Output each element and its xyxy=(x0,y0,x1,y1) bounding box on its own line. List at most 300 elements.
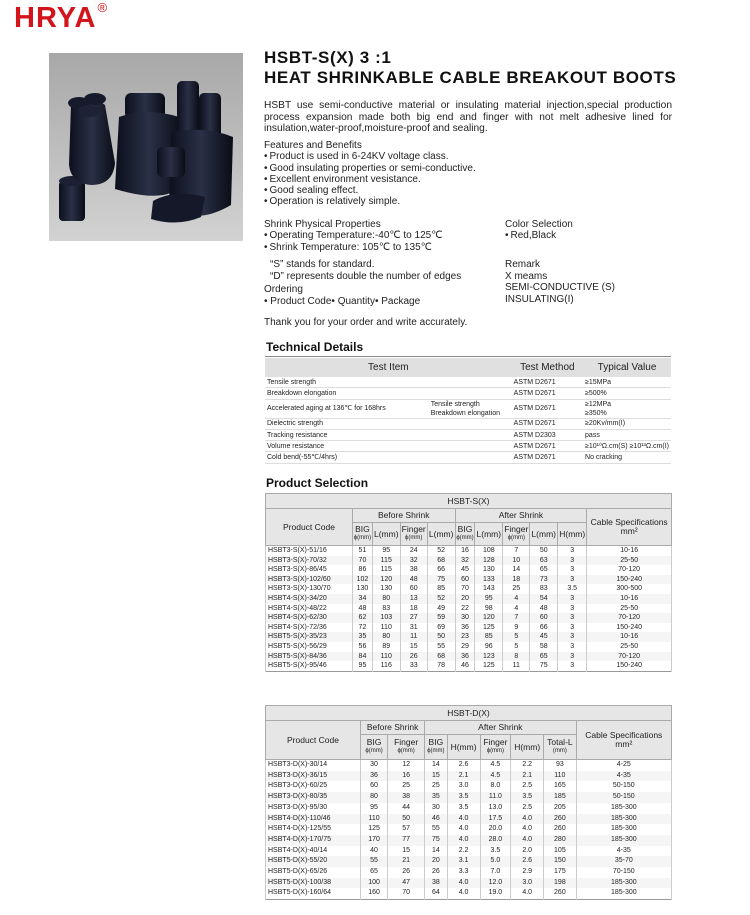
table-cell: 38 xyxy=(400,565,427,575)
product-code-cell: HSBT3-D(X)-60/25 xyxy=(266,781,361,792)
col-before-shrink: Before Shrink xyxy=(361,721,425,735)
total-label: Total-L xyxy=(547,737,573,747)
table-cell: 25-50 xyxy=(587,556,672,566)
test-method: ASTM D2671 xyxy=(512,399,583,418)
table-cell: 3 xyxy=(558,575,587,585)
table-cell: 11.0 xyxy=(480,792,511,803)
phi-mm: ϕ(mm) xyxy=(397,748,415,754)
phi-mm: ϕ(mm) xyxy=(427,748,445,754)
table-cell: 55 xyxy=(427,642,455,652)
table-cell: 26 xyxy=(425,867,447,878)
table-cell: 75 xyxy=(425,835,447,846)
table-cell: 18 xyxy=(503,575,530,585)
col-total-l xyxy=(544,735,576,760)
table-cell: 4.0 xyxy=(447,824,480,835)
product-photo xyxy=(49,53,243,241)
table-cell: 2.1 xyxy=(447,771,480,782)
table-cell: 25 xyxy=(388,781,425,792)
typical-value: ≥15MPa xyxy=(583,377,671,388)
table-cell: 5 xyxy=(503,632,530,642)
table-cell: 59 xyxy=(427,613,455,623)
table-cell: 3 xyxy=(558,613,587,623)
table-row xyxy=(266,835,672,846)
table-cell: 143 xyxy=(475,584,503,594)
table-cell: 4.5 xyxy=(480,771,511,782)
table-cell: 70-120 xyxy=(587,613,672,623)
table-cell: 102 xyxy=(353,575,373,585)
table-cell: 58 xyxy=(530,642,558,652)
table-cell: 65 xyxy=(361,867,388,878)
test-method: ASTM D2303 xyxy=(512,429,583,440)
table-cell: 2.5 xyxy=(511,803,544,814)
table-cell: 70 xyxy=(353,556,373,566)
table-cell: 3 xyxy=(558,546,587,556)
table-cell: 10-16 xyxy=(587,632,672,642)
table-cell: 66 xyxy=(530,623,558,633)
table-cell: 14 xyxy=(425,846,447,857)
product-code-cell: HSBT5-S(X)-35/23 xyxy=(266,632,353,642)
table-cell: 26 xyxy=(388,867,425,878)
table-cell: 14 xyxy=(425,760,447,771)
table-row xyxy=(265,429,671,440)
col-big xyxy=(455,523,475,546)
finger-label: Finger xyxy=(401,524,426,534)
table-cell: 62 xyxy=(353,613,373,623)
table-cell: 15 xyxy=(388,846,425,857)
table-cell: 4.0 xyxy=(511,835,544,846)
test-item: Cold bend(-55℃/4hrs) xyxy=(265,452,512,463)
table-row xyxy=(266,792,672,803)
table-cell: 22 xyxy=(455,604,475,614)
table-cell: 70-120 xyxy=(587,565,672,575)
table-cell: 11 xyxy=(400,632,427,642)
table-cell: 36 xyxy=(455,623,475,633)
table-cell: 25 xyxy=(425,781,447,792)
table-row xyxy=(266,623,672,633)
table-cell: 21 xyxy=(388,856,425,867)
table-cell: 7 xyxy=(503,546,530,556)
table-cell: 25-50 xyxy=(587,604,672,614)
table-row xyxy=(265,418,671,429)
table-cell: 57 xyxy=(388,824,425,835)
table-cell: 4.0 xyxy=(447,878,480,889)
table-cell: 30 xyxy=(425,803,447,814)
table-row xyxy=(266,594,672,604)
table-cell: 280 xyxy=(544,835,576,846)
product-code-cell: HSBT3-S(X)-102/60 xyxy=(266,575,353,585)
table-cell: 70-150 xyxy=(576,867,671,878)
s-table-title: HSBT-S(X) xyxy=(266,494,672,509)
col-test-method: Test Method xyxy=(512,358,583,377)
product-code-cell: HSBT3-S(X)-130/70 xyxy=(266,584,353,594)
table-cell: 20 xyxy=(455,594,475,604)
shrink-heading: Shrink Physical Properties xyxy=(264,219,381,230)
table-cell: 77 xyxy=(388,835,425,846)
feature-item: • Product is used in 6-24KV voltage class. xyxy=(264,151,476,162)
table-cell: 70-120 xyxy=(587,652,672,662)
technical-table xyxy=(265,358,671,464)
table-cell: 12 xyxy=(388,760,425,771)
finger-label: Finger xyxy=(394,737,419,747)
table-cell: 23 xyxy=(455,632,475,642)
table-cell: 75 xyxy=(427,575,455,585)
table-cell: 185 xyxy=(544,792,576,803)
col-after-shrink: After Shrink xyxy=(455,509,587,523)
table-cell: 15 xyxy=(400,642,427,652)
table-row xyxy=(266,661,672,671)
table-cell: 160 xyxy=(361,888,388,899)
table-cell: 2.2 xyxy=(511,760,544,771)
table-cell: 115 xyxy=(372,565,400,575)
col-test-item: Test Item xyxy=(265,358,512,377)
ordering-line: • Product Code• Quantity• Package xyxy=(264,295,421,307)
col-after-shrink: After Shrink xyxy=(425,721,576,735)
table-row xyxy=(265,377,671,388)
table-cell: 89 xyxy=(372,642,400,652)
table-cell: 55 xyxy=(425,824,447,835)
table-cell: 63 xyxy=(530,556,558,566)
table-cell: 2.9 xyxy=(511,867,544,878)
features-list xyxy=(264,151,476,207)
table-cell: 7 xyxy=(503,613,530,623)
spec-unit: mm² xyxy=(615,739,633,749)
table-cell: 3 xyxy=(558,642,587,652)
typical-value: ≥12MPa xyxy=(585,400,612,408)
table-cell: 13 xyxy=(400,594,427,604)
table-cell: 123 xyxy=(475,652,503,662)
table-cell: 95 xyxy=(361,803,388,814)
product-code-cell: HSBT5-D(X)-160/64 xyxy=(266,888,361,899)
selection-heading: Product Selection xyxy=(266,476,369,490)
table-cell: 4.0 xyxy=(447,814,480,825)
table-cell: 25-50 xyxy=(587,642,672,652)
table-cell: 50-150 xyxy=(576,781,671,792)
table-cell: 185-300 xyxy=(576,824,671,835)
table-cell: 8.0 xyxy=(480,781,511,792)
table-cell: 108 xyxy=(475,546,503,556)
table-cell: 48 xyxy=(353,604,373,614)
product-code-cell: HSBT4-S(X)-72/36 xyxy=(266,623,353,633)
col-finger xyxy=(400,523,427,546)
table-row xyxy=(266,632,672,642)
title-line-2: HEAT SHRINKABLE CABLE BREAKOUT BOOTS xyxy=(264,68,677,87)
col-big xyxy=(425,735,447,760)
ordering-section xyxy=(264,284,420,307)
table-cell: 9 xyxy=(503,623,530,633)
table-cell: 13.0 xyxy=(480,803,511,814)
product-code-cell: HSBT5-D(X)-100/38 xyxy=(266,878,361,889)
table-cell: 110 xyxy=(372,652,400,662)
color-value: • Red,Black xyxy=(505,230,573,241)
table-cell: 50 xyxy=(427,632,455,642)
table-cell: 4.0 xyxy=(511,814,544,825)
standard-notes xyxy=(270,259,461,282)
note-d: “D” represents double the number of edges xyxy=(270,270,462,282)
spec-label: Cable Specifications xyxy=(590,517,668,527)
col-finger xyxy=(388,735,425,760)
test-subitem: Tensile strength xyxy=(430,400,480,408)
table-cell: 49 xyxy=(427,604,455,614)
table-cell: 15 xyxy=(425,771,447,782)
s-table-body xyxy=(266,546,672,672)
breakout-boots-image xyxy=(49,53,243,241)
product-title xyxy=(264,48,676,88)
table-cell: 3 xyxy=(558,632,587,642)
shrink-item: • Shrink Temperature: 105℃ to 135℃ xyxy=(264,242,442,253)
shrink-properties xyxy=(264,219,442,253)
table-cell: 150 xyxy=(544,856,576,867)
table-cell: 83 xyxy=(372,604,400,614)
table-row xyxy=(265,399,671,418)
table-cell: 260 xyxy=(544,814,576,825)
table-cell: 4.0 xyxy=(511,824,544,835)
table-cell: 96 xyxy=(475,642,503,652)
mm-unit: (mm) xyxy=(552,748,567,754)
table-cell: 3 xyxy=(558,661,587,671)
table-cell: 40 xyxy=(361,846,388,857)
table-cell: 60 xyxy=(530,613,558,623)
table-cell: 32 xyxy=(455,556,475,566)
color-list xyxy=(505,230,573,241)
d-table-title: HSBT-D(X) xyxy=(266,706,672,721)
table-cell: 100 xyxy=(361,878,388,889)
big-label: BIG xyxy=(428,737,444,747)
table-cell: 86 xyxy=(353,565,373,575)
table-cell: 35 xyxy=(425,792,447,803)
table-cell: 185-300 xyxy=(576,814,671,825)
table-row xyxy=(266,556,672,566)
typical-value: ≥10¹⁰Ω.cm(S) ≥10¹³Ω.cm(I) xyxy=(583,441,671,452)
remark-line: INSULATING(I) xyxy=(505,293,574,305)
table-cell: 54 xyxy=(530,594,558,604)
table-cell: 10-16 xyxy=(587,594,672,604)
table-cell: 8 xyxy=(503,652,530,662)
table-cell: 68 xyxy=(427,556,455,566)
typical-value: No cracking xyxy=(583,452,671,463)
product-code-cell: HSBT3-D(X)-36/15 xyxy=(266,771,361,782)
table-row xyxy=(266,814,672,825)
ordering-heading: Ordering xyxy=(264,284,303,295)
table-cell: 78 xyxy=(427,661,455,671)
table-cell: 4.5 xyxy=(480,760,511,771)
shrink-item: • Operating Temperature:-40℃ to 125℃ xyxy=(264,230,442,241)
table-cell: 66 xyxy=(427,565,455,575)
table-row xyxy=(266,760,672,771)
col-big xyxy=(361,735,388,760)
big-label: BIG xyxy=(366,737,382,747)
table-cell: 45 xyxy=(530,632,558,642)
col-cable-spec xyxy=(587,509,672,546)
table-cell: 128 xyxy=(475,556,503,566)
table-row xyxy=(266,613,672,623)
table-cell: 4.0 xyxy=(447,888,480,899)
technical-divider xyxy=(265,356,671,357)
table-cell: 3 xyxy=(558,565,587,575)
table-cell: 10-16 xyxy=(587,546,672,556)
table-cell: 3.1 xyxy=(447,856,480,867)
color-heading: Color Selection xyxy=(505,219,573,230)
table-cell: 44 xyxy=(388,803,425,814)
table-cell: 60 xyxy=(455,575,475,585)
table-cell: 80 xyxy=(372,594,400,604)
table-cell: 52 xyxy=(427,594,455,604)
table-cell: 170 xyxy=(361,835,388,846)
table-cell: 25 xyxy=(503,584,530,594)
brand-logo xyxy=(14,2,108,35)
remark-section xyxy=(505,259,615,305)
technical-header-row xyxy=(265,358,671,377)
table-cell: 110 xyxy=(361,814,388,825)
typical-value: ≥20Kv/mm(I) xyxy=(583,418,671,429)
table-cell: 30 xyxy=(361,760,388,771)
table-cell: 260 xyxy=(544,824,576,835)
table-cell: 185-300 xyxy=(576,888,671,899)
finger-label: Finger xyxy=(504,524,529,534)
table-cell: 85 xyxy=(475,632,503,642)
table-cell: 3 xyxy=(558,604,587,614)
test-method: ASTM D2671 xyxy=(512,388,583,399)
table-cell: 4.0 xyxy=(447,835,480,846)
table-row xyxy=(266,642,672,652)
col-typical-value: Typical Value xyxy=(583,358,671,377)
big-label: BIG xyxy=(355,524,370,534)
table-cell: 130 xyxy=(475,565,503,575)
table-cell: 70 xyxy=(388,888,425,899)
phi-mm: ϕ(mm) xyxy=(365,748,383,754)
table-cell: 3 xyxy=(558,623,587,633)
test-method: ASTM D2671 xyxy=(512,441,583,452)
phi-mm: ϕ(mm) xyxy=(405,535,423,541)
table-cell: 83 xyxy=(530,584,558,594)
table-cell: 3.5 xyxy=(558,584,587,594)
table-cell: 27 xyxy=(400,613,427,623)
table-row xyxy=(266,888,672,899)
table-cell: 28.0 xyxy=(480,835,511,846)
registered-mark: ® xyxy=(97,0,109,15)
table-row xyxy=(266,878,672,889)
test-item: Breakdown elongation xyxy=(265,388,512,399)
table-cell: 110 xyxy=(544,771,576,782)
table-cell: 3 xyxy=(558,652,587,662)
title-line-1: HSBT-S(X) 3 :1 xyxy=(264,48,392,67)
phi-mm: ϕ(mm) xyxy=(456,535,474,541)
col-h: H(mm) xyxy=(511,735,544,760)
product-code-cell: HSBT4-D(X)-125/55 xyxy=(266,824,361,835)
table-cell: 150-240 xyxy=(587,661,672,671)
table-cell: 125 xyxy=(475,623,503,633)
table-cell: 2.5 xyxy=(511,781,544,792)
table-cell: 20.0 xyxy=(480,824,511,835)
table-row xyxy=(266,856,672,867)
table-cell: 35-70 xyxy=(576,856,671,867)
product-code-cell: HSBT3-S(X)-70/32 xyxy=(266,556,353,566)
table-cell: 3.5 xyxy=(511,792,544,803)
table-cell: 3 xyxy=(558,556,587,566)
table-cell: 3.5 xyxy=(447,792,480,803)
col-cable-spec xyxy=(576,721,671,760)
table-cell: 65 xyxy=(530,565,558,575)
table-cell: 50-150 xyxy=(576,792,671,803)
table-cell: 4 xyxy=(503,594,530,604)
table-cell: 31 xyxy=(400,623,427,633)
table-cell: 80 xyxy=(361,792,388,803)
table-cell: 38 xyxy=(425,878,447,889)
table-cell: 93 xyxy=(544,760,576,771)
test-subitems xyxy=(429,399,512,418)
table-cell: 120 xyxy=(475,613,503,623)
phi-mm: ϕ(mm) xyxy=(486,748,505,754)
typical-value: pass xyxy=(583,429,671,440)
table-cell: 47 xyxy=(388,878,425,889)
table-row xyxy=(265,388,671,399)
thanks-note: Thank you for your order and write accurately. xyxy=(264,317,468,328)
table-cell: 185-300 xyxy=(576,803,671,814)
table-cell: 73 xyxy=(530,575,558,585)
table-row xyxy=(265,441,671,452)
feature-item: • Excellent environment vesistance. xyxy=(264,174,476,185)
table-cell: 16 xyxy=(455,546,475,556)
table-cell: 30 xyxy=(455,613,475,623)
table-cell: 65 xyxy=(530,652,558,662)
table-cell: 85 xyxy=(427,584,455,594)
table-cell: 4-35 xyxy=(576,846,671,857)
feature-item: • Good sealing effect. xyxy=(264,185,476,196)
table-cell: 95 xyxy=(475,594,503,604)
product-code-cell: HSBT4-S(X)-48/22 xyxy=(266,604,353,614)
table-cell: 11 xyxy=(503,661,530,671)
test-item: Tensile strength xyxy=(265,377,512,388)
table-cell: 130 xyxy=(372,584,400,594)
product-code-cell: HSBT4-D(X)-110/46 xyxy=(266,814,361,825)
table-row xyxy=(266,546,672,556)
table-cell: 72 xyxy=(353,623,373,633)
color-selection xyxy=(505,219,573,242)
table-row xyxy=(266,604,672,614)
col-l: L(mm) xyxy=(475,523,503,546)
col-l: L(mm) xyxy=(530,523,558,546)
table-cell: 130 xyxy=(353,584,373,594)
table-cell: 16 xyxy=(388,771,425,782)
product-code-cell: HSBT5-D(X)-55/20 xyxy=(266,856,361,867)
product-code-cell: HSBT4-D(X)-40/14 xyxy=(266,846,361,857)
typical-value: ≥500% xyxy=(583,388,671,399)
table-cell: 95 xyxy=(372,546,400,556)
product-code-cell: HSBT5-S(X)-84/36 xyxy=(266,652,353,662)
table-cell: 3 xyxy=(558,594,587,604)
remark-heading: Remark xyxy=(505,259,541,270)
table-cell: 150-240 xyxy=(587,575,672,585)
table-cell: 150-240 xyxy=(587,623,672,633)
product-code-cell: HSBT3-D(X)-95/30 xyxy=(266,803,361,814)
table-row xyxy=(266,867,672,878)
spec-unit: mm² xyxy=(620,526,638,536)
table-cell: 110 xyxy=(372,623,400,633)
table-cell: 69 xyxy=(427,623,455,633)
col-finger xyxy=(503,523,530,546)
table-cell: 2.1 xyxy=(511,771,544,782)
table-cell: 60 xyxy=(361,781,388,792)
table-cell: 48 xyxy=(400,575,427,585)
table-cell: 2.2 xyxy=(447,846,480,857)
test-item: Volume resistance xyxy=(265,441,512,452)
table-cell: 19.0 xyxy=(480,888,511,899)
table-cell: 98 xyxy=(475,604,503,614)
test-method: ASTM D2671 xyxy=(512,452,583,463)
table-cell: 70 xyxy=(455,584,475,594)
table-cell: 33 xyxy=(400,661,427,671)
table-cell: 3.5 xyxy=(447,803,480,814)
table-cell: 198 xyxy=(544,878,576,889)
